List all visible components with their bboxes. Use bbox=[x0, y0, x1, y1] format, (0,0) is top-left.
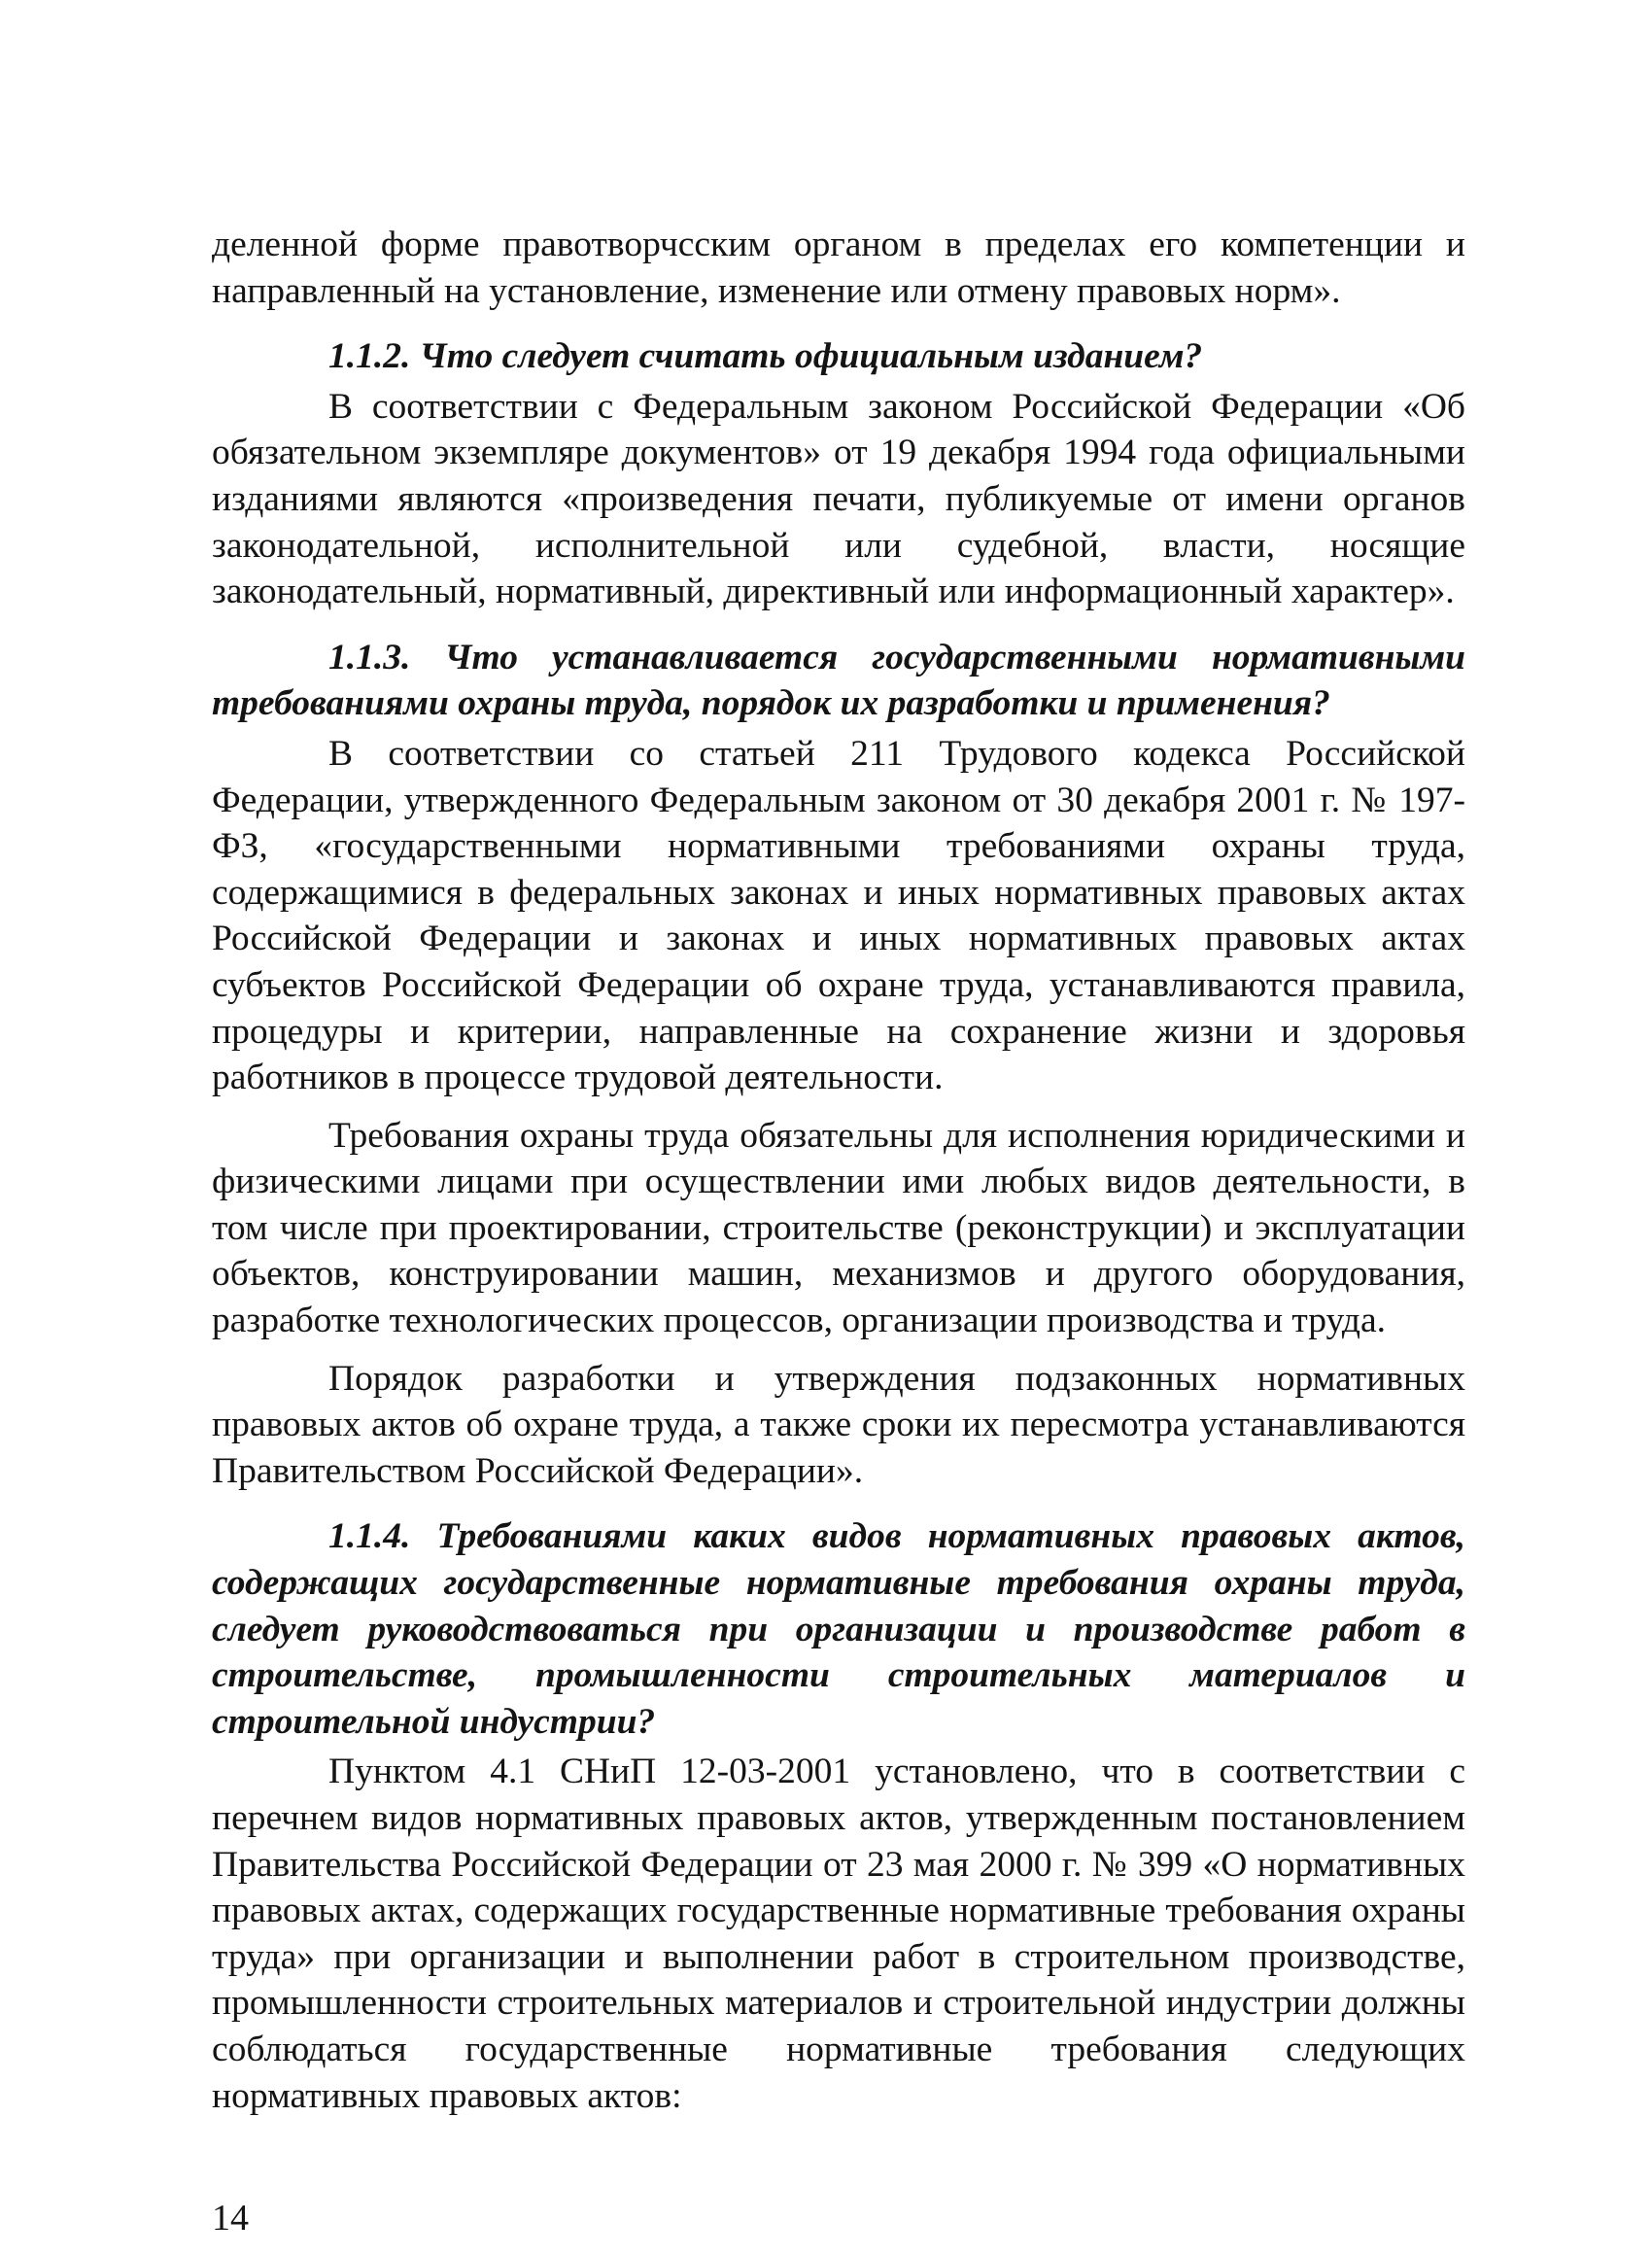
section-heading-1-1-3: 1.1.3. Что устанавливается государственными нормативными требованиями охраны труда, порядок их разработки и применения? bbox=[212, 637, 1465, 724]
paragraph-requirements-mandatory: Требования охраны труда обязательны для исполнения юридическими и физическими лицами при осуществлении ими любых видов деятельности, в том числе при проектировании, строительстве (реконструкции) и эксплуатации объектов, конструировании машин, механизмов и другого оборудования, разработке технологических процессов, организации производства и труда. bbox=[212, 1115, 1465, 1341]
section-heading-1-1-2: 1.1.2. Что следует считать официальным изданием? bbox=[328, 336, 1203, 377]
paragraph-development-procedure: Порядок разработки и утверждения подзаконных нормативных правовых актов об охране труда, а также сроки их пересмотра устанавливаются Правительством Российской Федерации». bbox=[212, 1358, 1465, 1491]
paragraph-continuation: деленной форме правотворчсским органом в пределах его компетенции и направленный на установление, изменение или отмену правовых норм». bbox=[212, 225, 1465, 311]
paragraph-official-publication: В соответствии с Федеральным законом Российской Федерации «Об обязательном экземпляре документов» от 19 декабря 1994 года официальными изданиями являются «произведения печати, публикуемые от имени органов законодательной, исполнительной или судебной, власти, носящие законодательный, нормативный, директивный или информационный характер». bbox=[212, 386, 1465, 612]
paragraph-article-211: В соответствии со статьей 211 Трудового кодекса Российской Федерации, утвержденного Федеральным законом от 30 декабря 2001 г. № 197-ФЗ, «государственными нормативными требованиями охраны труда, содержащимися в федеральных законах и иных нормативных правовых актах Российской Федерации и законах и иных нормативных правовых актах субъектов Российской Федерации об охране труда, устанавливаются правила, процедуры и критерии, направленные на сохранение жизни и здоровья работников в процессе трудовой деятельности. bbox=[212, 733, 1465, 1098]
document-page bbox=[212, 222, 1465, 2119]
paragraph-snip-4-1: Пунктом 4.1 СНиП 12-03-2001 установлено, что в соответствии с перечнем видов нормативных правовых актов, утвержденным постановлением Правительства Российской Федерации от 23 мая 2000 г. № 399 «О нормативных правовых актах, содержащих государственные нормативные требования охраны труда» при организации и выполнении работ в строительном производстве, промышленности строительных материалов и строительной индустрии должны соблюдаться государственные нормативные требования следующих нормативных правовых актов: bbox=[212, 1752, 1465, 2116]
section-heading-1-1-4: 1.1.4. Требованиями каких видов нормативных правовых актов, содержащих государственные нормативные требования охраны труда, следует руководствоваться при организации и производстве работ в строительстве, промышленности строительных материалов и строительной индустрии? bbox=[212, 1516, 1465, 1742]
page-number: 14 bbox=[212, 2198, 249, 2239]
